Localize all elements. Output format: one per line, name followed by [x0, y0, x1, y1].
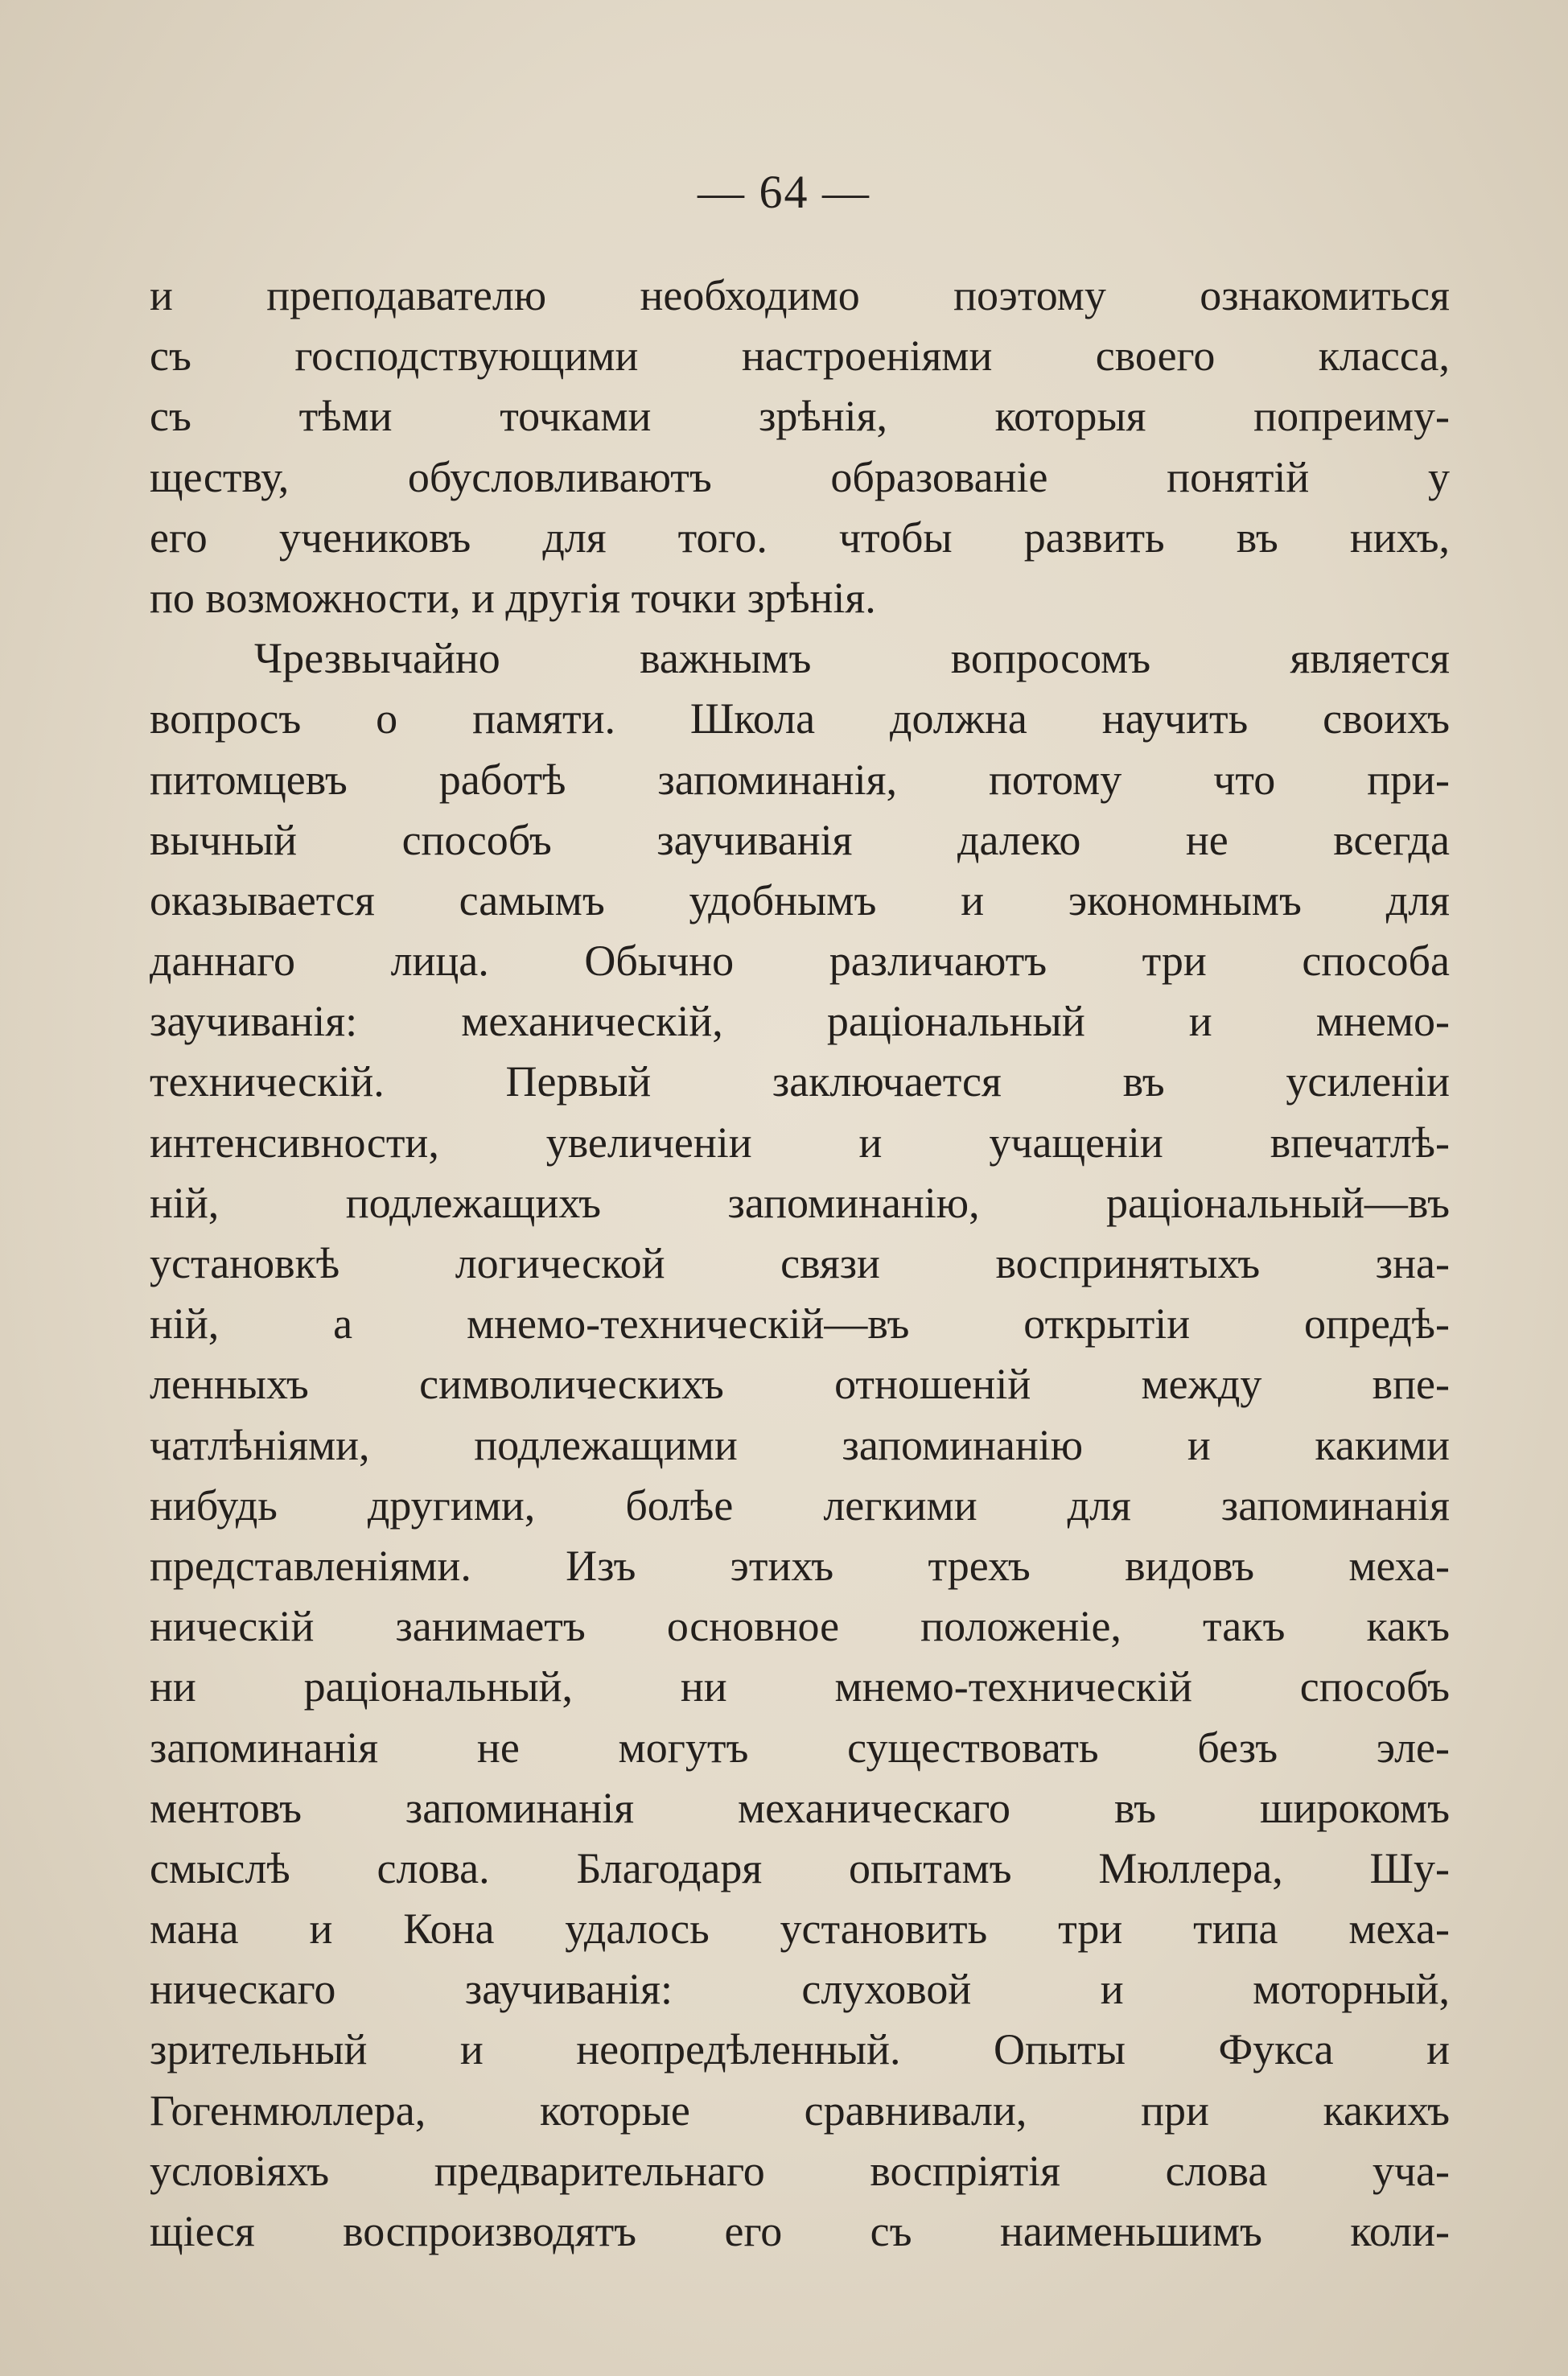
- text-line: щіеся воспроизводятъ его съ наименьшимъ коли-: [150, 2207, 1450, 2255]
- text-line: съ господствующими настроеніями своего класса,: [150, 331, 1450, 381]
- text-line: оказывается самымъ удобнымъ и экономнымъ для: [150, 875, 1450, 924]
- page-number: — 64 —: [698, 166, 870, 218]
- body-text: [150, 266, 1450, 2262]
- text-line: заучиванія: механическій, раціональный и мнемо-: [150, 997, 1450, 1046]
- text-line: ній, подлежащихъ запоминанію, раціональный—въ: [150, 1178, 1450, 1227]
- text-line: ществу, обусловливаютъ образованіе понятій у: [150, 452, 1450, 501]
- text-line: нибудь другими, болѣе легкими для запоминанія: [150, 1480, 1450, 1530]
- text-line: и преподавателю необходимо поэтому ознакомиться: [150, 271, 1450, 319]
- text-line: по возможности, и другія точки зрѣнія.: [150, 573, 876, 622]
- text-line: ментовъ запоминанія механическаго въ широкомъ: [150, 1783, 1450, 1832]
- text-line: смыслѣ слова. Благодаря опытамъ Мюллера, Шу-: [150, 1843, 1450, 1892]
- text-line: ній, а мнемо-техническій—въ открытіи опредѣ-: [150, 1299, 1450, 1349]
- text-line: зрительный и неопредѣленный. Опыты Фукса и: [150, 2025, 1450, 2074]
- text-line: съ тѣми точками зрѣнія, которыя попреиму-: [150, 392, 1450, 441]
- text-line: ническій занимаетъ основное положеніе, такъ какъ: [150, 1602, 1450, 1651]
- text-line: ническаго заучиванія: слуховой и моторный,: [150, 1965, 1450, 2014]
- text-line: даннаго лица. Обычно различаютъ три способа: [150, 937, 1450, 986]
- text-line: мана и Кона удалось установить три типа меха-: [150, 1905, 1450, 1954]
- text-line: его учениковъ для того. чтобы развить въ нихъ,: [150, 513, 1450, 562]
- text-line: ленныхъ символическихъ отношеній между впе-: [150, 1360, 1450, 1409]
- text-line: представленіями. Изъ этихъ трехъ видовъ меха-: [150, 1541, 1450, 1590]
- text-line: установкѣ логической связи воспринятыхъ зна-: [150, 1239, 1450, 1287]
- text-line: Гогенмюллера, которые сравнивали, при какихъ: [150, 2086, 1450, 2135]
- text-line: вычный способъ заучиванія далеко не всегда: [150, 815, 1450, 864]
- paragraph-1: [150, 266, 1450, 628]
- text-line: условіяхъ предварительнаго воспріятія слова уча-: [150, 2146, 1450, 2195]
- text-line: техническій. Первый заключается въ усиленіи: [150, 1057, 1450, 1106]
- paragraph-2: [150, 628, 1450, 2262]
- text-line: питомцевъ работѣ запоминанія, потому что при-: [150, 755, 1450, 804]
- text-line: вопросъ о памяти. Школа должна научить своихъ: [150, 694, 1450, 743]
- text-line: запоминанія не могутъ существовать безъ эле-: [150, 1723, 1450, 1772]
- text-line: чатлѣніями, подлежащими запоминанію и какими: [150, 1420, 1450, 1469]
- text-line: ни раціональный, ни мнемо-техническій способъ: [150, 1662, 1450, 1711]
- text-line: интенсивности, увеличеніи и учащеніи впечатлѣ-: [150, 1118, 1450, 1167]
- text-line: Чрезвычайно важнымъ вопросомъ является: [254, 634, 1450, 683]
